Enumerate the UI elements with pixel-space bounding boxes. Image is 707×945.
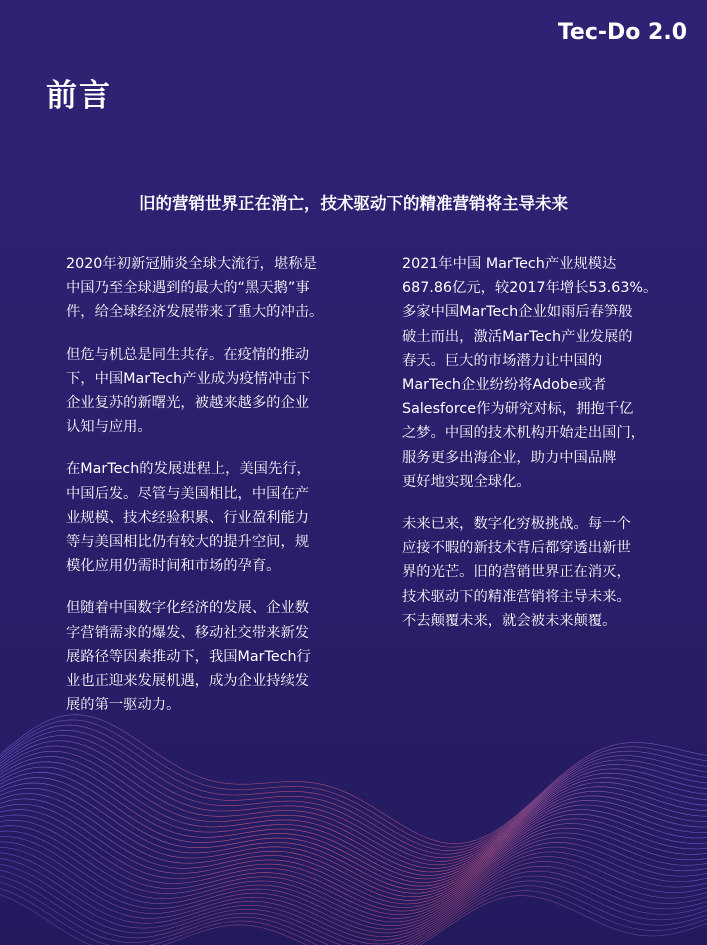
subtitle: 旧的营销世界正在消亡，技术驱动下的精准营销将主导未来 [139, 194, 568, 213]
paragraph-left-4: 但随着中国数字化经济的发展、企业数 字营销需求的爆发、移动社交带来新发 展路径等因素推动下，我国MarTech行 业也正迎来发展机遇，成为企业持续发 展的第一驱动力。 [66, 600, 311, 714]
paragraph-right-2: 未来已来，数字化穷极挑战。每一个 应接不暇的新技术背后都穿透出新世 界的光芒。旧的营销世界正在消灭， 技术驱动下的精准营销将主导未来。 不去颠覆未来，就会被未来颠覆。 [402, 516, 631, 629]
wave-lines [0, 715, 707, 945]
paragraph-left-1: 2020年初新冠肺炎全球大流行，堪称是 中国乃至全球遇到的最大的“黑天鹅”事 件，给全球经济发展带来了重大的冲击。 [66, 256, 324, 321]
right-column [402, 252, 684, 651]
paragraph-left-3: 在MarTech的发展进程上，美国先行， 中国后发。尽管与美国相比，中国在产 业规模、技术经验积累、行业盈利能力 等与美国相比仍有较大的提升空间，规 模化应用仍需时间和市场的孕育。 [66, 461, 311, 575]
page-title: 前言 [46, 78, 112, 114]
wave-mesh-decoration [0, 685, 707, 945]
brand-logo: Tec-Do 2.0 [557, 20, 687, 45]
left-column [66, 252, 362, 735]
paragraph-right-1: 2021年中国 MarTech产业规模达 687.86亿元，较2017年增长53.63%。 多家中国MarTech企业如雨后春笋般 破土而出，激活MarTech产业发展的 春天。巨大的市场潜力让中国的 MarTech企业纷纷将Adobe或者 Salesforce作为研究对标，拥抱千亿 之梦。中国的技术机构开始走出国门， 服务更多出海企业，助力中国品牌 更好地实现全球化。 [402, 256, 658, 490]
paragraph-left-2: 但危与机总是同生共存。在疫情的推动 下，中国MarTech产业成为疫情冲击下 企业复苏的新曙光，被越来越多的企业 认知与应用。 [66, 346, 311, 436]
